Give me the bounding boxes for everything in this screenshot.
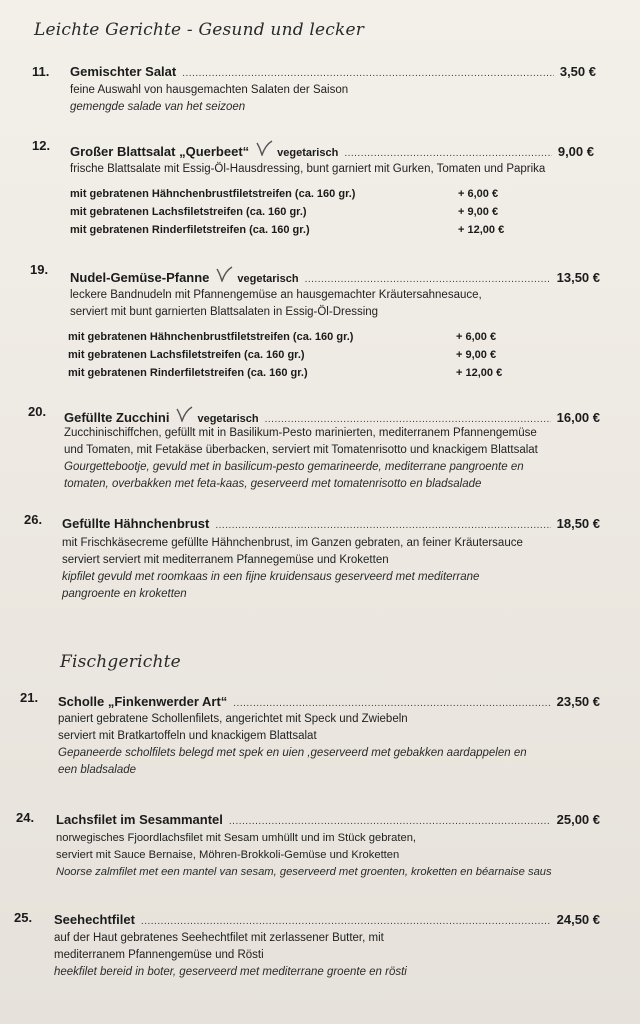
addon-label: mit gebratenen Lachsfiletstreifen (ca. 160 gr.) (68, 349, 305, 361)
translation-line: heekfilet bereid in boter, geserveerd met mediterrane groente en rösti (54, 966, 407, 978)
description-line: serviert mit Bratkartoffeln und knackigem Blattsalat (58, 730, 317, 742)
addon-row (70, 185, 530, 203)
translation-line: kipfilet gevuld met roomkaas in een fijne kruidensaus geserveerd met mediterrane (62, 571, 480, 583)
item-title-row (62, 516, 600, 531)
description-line: paniert gebratene Schollenfilets, angerichtet mit Speck und Zwiebeln (58, 713, 408, 725)
description-line: frische Blattsalate mit Essig-Öl-Hausdressing, bunt garniert mit Gurken, Tomaten und Paprika (70, 163, 546, 175)
leader-dots (229, 816, 551, 827)
addon-price: + 6,00 € (458, 188, 499, 200)
item-title-row (54, 912, 600, 927)
item-number: 20. (28, 404, 47, 419)
item-description (54, 930, 407, 981)
translation-line: tomaten, overbakken met feta-kaas, geserveerd met tomatenrisotto en bladsalade (64, 478, 482, 490)
item-description (64, 425, 538, 493)
description-line: norwegisches Fjoordlachsfilet mit Sesam umhüllt und im Stück gebraten, (56, 832, 417, 844)
addon-price: + 9,00 € (456, 349, 497, 361)
description-line: feine Auswahl von hausgemachten Salaten der Saison (70, 84, 349, 96)
item-price: 23,50 € (556, 694, 600, 709)
item-name: Seehechtfilet (54, 912, 135, 927)
item-name: Gefüllte Zucchini (64, 410, 170, 425)
addon-label: mit gebratenen Hähnchenbrustfiletstreifen (ca. 160 gr.) (70, 188, 356, 200)
addon-list (68, 328, 538, 382)
leader-dots (305, 274, 551, 285)
translation-line: een bladsalade (58, 764, 137, 776)
item-price: 24,50 € (556, 912, 600, 927)
vegetarian-label: vegetarisch (277, 147, 339, 159)
description-line: serviert mit bunt garnierten Blattsalaten in Essig-Öl-Dressing (70, 306, 379, 318)
leader-dots (344, 148, 552, 159)
item-description (70, 82, 348, 116)
item-title-row (70, 64, 596, 79)
description-line: Zucchinischiffchen, gefüllt mit in Basilikum-Pesto marinierten, mediterranem Pfannengemüse (64, 427, 537, 439)
addon-row (68, 328, 538, 346)
description-line: leckere Bandnudeln mit Pfannengemüse an hausgemachter Kräutersahnesauce, (70, 289, 482, 301)
translation-line: Gepaneerde scholfilets belegd met spek en uien ,geserveerd met gebakken aardappelen en (58, 747, 527, 759)
description-line: serviert mit Sauce Bernaise, Möhren-Brokkoli-Gemüse und Kroketten (56, 849, 400, 861)
vegetarian-leaf-icon (255, 140, 273, 156)
item-description (70, 161, 545, 178)
vegetarian-label: vegetarisch (197, 413, 259, 425)
item-number: 21. (20, 690, 39, 705)
description-line: mit Frischkäsecreme gefüllte Hähnchenbrust, im Ganzen gebraten, an feiner Kräutersauce (62, 537, 523, 549)
item-title-row (70, 140, 594, 159)
item-title-row (70, 266, 600, 285)
translation-line: Noorse zalmfilet met een mantel van sesam, geserveerd met groenten, kroketten en béarnaise saus (56, 866, 552, 878)
item-price: 25,00 € (556, 812, 600, 827)
item-name: Gefüllte Hähnchenbrust (62, 516, 210, 531)
leader-dots (265, 414, 551, 425)
addon-row (68, 364, 538, 382)
item-price: 13,50 € (556, 270, 600, 285)
item-price: 16,00 € (556, 410, 600, 425)
addon-price: + 9,00 € (458, 206, 499, 218)
item-title-row (58, 694, 600, 709)
description-line: auf der Haut gebratenes Seehechtfilet mit zerlassener Butter, mit (54, 932, 384, 944)
translation-line: gemengde salade van het seizoen (70, 101, 246, 113)
description-line: mediterranem Pfannengemüse und Rösti (54, 949, 264, 961)
addon-price: + 6,00 € (456, 331, 497, 343)
addon-row (68, 346, 538, 364)
addon-label: mit gebratenen Rinderfiletstreifen (ca. 160 gr.) (70, 224, 310, 236)
item-name: Gemischter Salat (70, 64, 177, 79)
addon-label: mit gebratenen Lachsfiletstreifen (ca. 160 gr.) (70, 206, 307, 218)
item-price: 3,50 € (559, 64, 596, 79)
translation-line: Gourgettebootje, gevuld met in basilicum-pesto gemarineerde, mediterrane pangroente en (64, 461, 524, 473)
description-line: serviert serviert mit mediterranem Pfannegemüse und Kroketten (62, 554, 389, 566)
item-name: Nudel-Gemüse-Pfanne (70, 270, 210, 285)
item-number: 26. (24, 512, 43, 527)
leader-dots (182, 68, 554, 79)
vegetarian-label: vegetarisch (237, 273, 299, 285)
translation-line: pangroente en kroketten (62, 588, 187, 600)
item-title-row (56, 812, 600, 827)
item-name: Scholle „Finkenwerder Art“ (58, 694, 228, 709)
addon-row (70, 221, 530, 239)
item-number: 25. (14, 910, 33, 925)
vegetarian-leaf-icon (175, 406, 193, 422)
item-description (58, 711, 527, 779)
item-number: 24. (16, 810, 35, 825)
addon-label: mit gebratenen Rinderfiletstreifen (ca. 160 gr.) (68, 367, 308, 379)
item-number: 19. (30, 262, 49, 277)
item-description (62, 535, 523, 603)
item-price: 9,00 € (557, 144, 594, 159)
leader-dots (233, 698, 550, 709)
addon-label: mit gebratenen Hähnchenbrustfiletstreifen (ca. 160 gr.) (68, 331, 354, 343)
item-description (70, 287, 482, 321)
section-title-fish-dishes: Fischgerichte (60, 652, 181, 672)
addon-row (70, 203, 530, 221)
vegetarian-leaf-icon (215, 266, 233, 282)
item-name: Großer Blattsalat „Querbeet“ (70, 144, 250, 159)
item-name: Lachsfilet im Sesammantel (56, 812, 223, 827)
section-title-light-dishes: Leichte Gerichte - Gesund und lecker (34, 20, 365, 40)
addon-price: + 12,00 € (456, 367, 503, 379)
leader-dots (141, 916, 551, 927)
item-price: 18,50 € (556, 516, 600, 531)
item-number: 12. (32, 138, 51, 153)
item-description (56, 830, 552, 881)
leader-dots (215, 520, 550, 531)
item-title-row (64, 406, 600, 425)
item-number: 11. (32, 64, 50, 79)
description-line: und Tomaten, mit Fetakäse überbacken, serviert mit Tomatenrisotto und knackigem Blattsalat (64, 444, 538, 456)
addon-price: + 12,00 € (458, 224, 505, 236)
addon-list (70, 185, 530, 239)
